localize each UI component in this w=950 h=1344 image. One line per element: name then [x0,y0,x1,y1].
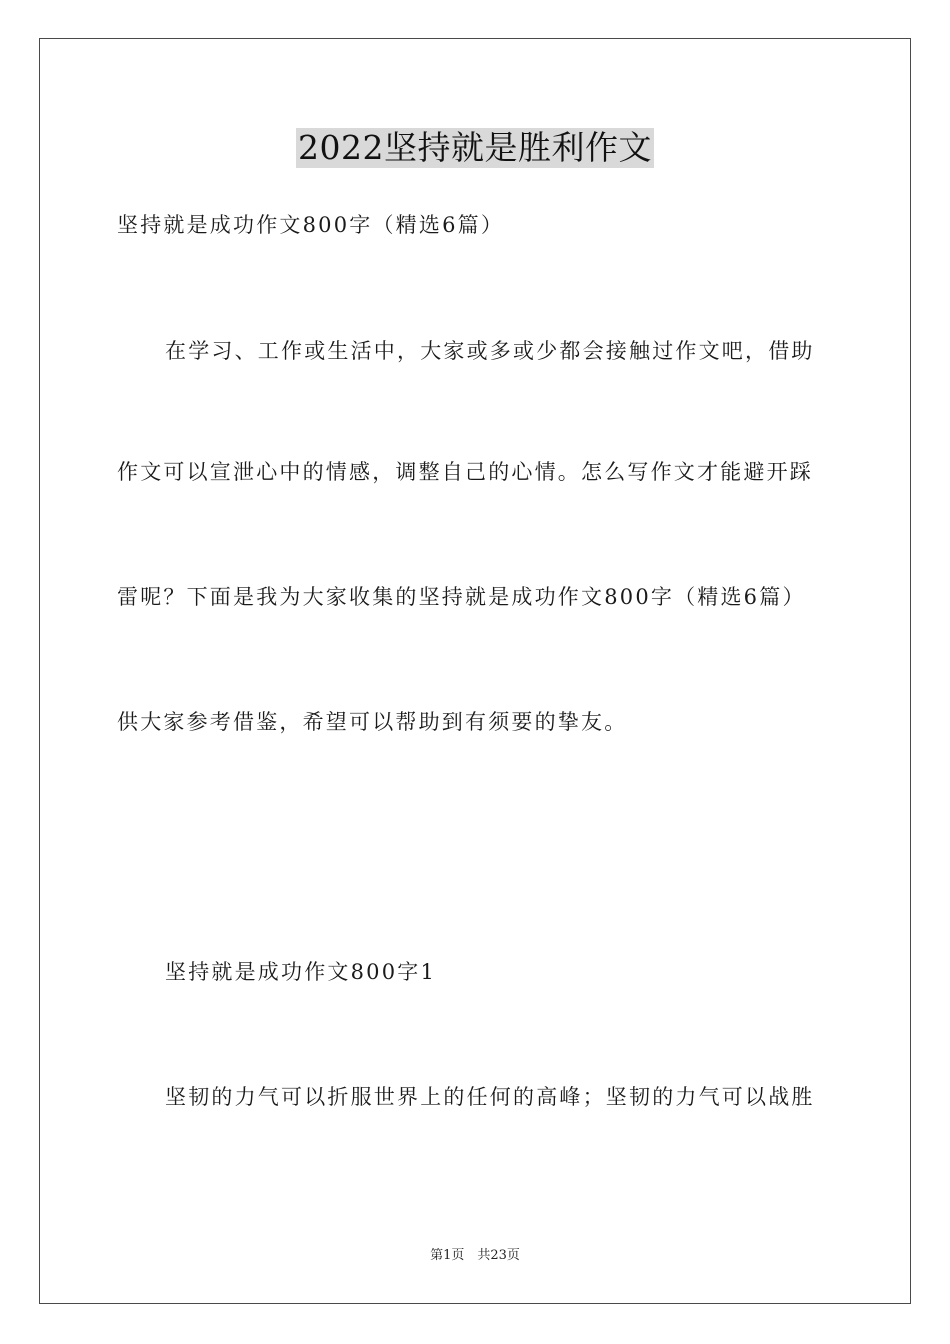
body-paragraph-line: 坚韧的力气可以折服世界上的任何的高峰；坚韧的力气可以战胜 [165,1085,815,1109]
page-footer: 第1页 共23页 [430,1248,520,1263]
section-heading: 坚持就是成功作文800字1 [165,960,437,984]
document-title: 2022坚持就是胜利作文 [298,128,652,167]
title-container [0,128,950,168]
intro-paragraph-line: 雷呢？下面是我为大家收集的坚持就是成功作文800字（精选6篇） [117,585,806,609]
document-subtitle: 坚持就是成功作文800字（精选6篇） [117,213,505,237]
intro-paragraph-line: 作文可以宣泄心中的情感，调整自己的心情。怎么写作文才能避开踩 [117,460,813,484]
intro-paragraph-line: 供大家参考借鉴，希望可以帮助到有须要的挚友。 [117,710,628,734]
intro-paragraph-line: 在学习、工作或生活中，大家或多或少都会接触过作文吧，借助 [165,339,815,363]
